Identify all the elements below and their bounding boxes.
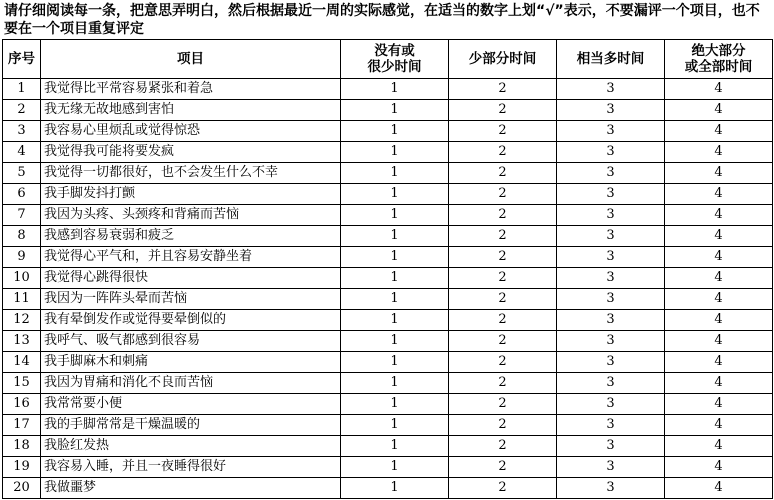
rating-option-1[interactable]: 1 bbox=[341, 79, 449, 100]
row-item-text: 我因为一阵阵头晕而苦恼 bbox=[41, 289, 341, 310]
header-item: 项目 bbox=[41, 40, 341, 79]
row-item-text: 我感到容易衰弱和疲乏 bbox=[41, 226, 341, 247]
row-number: 20 bbox=[3, 478, 41, 499]
row-number: 1 bbox=[3, 79, 41, 100]
table-row bbox=[3, 457, 773, 478]
rating-option-1[interactable]: 1 bbox=[341, 184, 449, 205]
row-number: 17 bbox=[3, 415, 41, 436]
row-item-text: 我觉得一切都很好，也不会发生什么不幸 bbox=[41, 163, 341, 184]
rating-option-4[interactable]: 4 bbox=[665, 457, 773, 478]
table-row bbox=[3, 247, 773, 268]
table-row bbox=[3, 163, 773, 184]
table-row bbox=[3, 394, 773, 415]
rating-option-2[interactable]: 2 bbox=[449, 478, 557, 499]
rating-option-2[interactable]: 2 bbox=[449, 100, 557, 121]
rating-option-2[interactable]: 2 bbox=[449, 79, 557, 100]
row-item-text: 我容易心里烦乱或觉得惊恐 bbox=[41, 121, 341, 142]
row-item-text: 我因为头疼、头颈疼和背痛而苦恼 bbox=[41, 205, 341, 226]
rating-option-3[interactable]: 3 bbox=[557, 79, 665, 100]
table-row bbox=[3, 352, 773, 373]
rating-option-3[interactable]: 3 bbox=[557, 415, 665, 436]
rating-option-3[interactable]: 3 bbox=[557, 352, 665, 373]
row-item-text: 我容易入睡，并且一夜睡得很好 bbox=[41, 457, 341, 478]
rating-option-3[interactable]: 3 bbox=[557, 394, 665, 415]
rating-option-1[interactable]: 1 bbox=[341, 205, 449, 226]
rating-option-4[interactable]: 4 bbox=[665, 331, 773, 352]
rating-option-1[interactable]: 1 bbox=[341, 310, 449, 331]
header-no: 序号 bbox=[3, 40, 41, 79]
row-item-text: 我有晕倒发作或觉得要晕倒似的 bbox=[41, 310, 341, 331]
rating-option-3[interactable]: 3 bbox=[557, 142, 665, 163]
rating-option-3[interactable]: 3 bbox=[557, 373, 665, 394]
header-option-1-line1: 没有或 bbox=[374, 43, 415, 59]
row-number: 14 bbox=[3, 352, 41, 373]
row-number: 6 bbox=[3, 184, 41, 205]
rating-option-1[interactable]: 1 bbox=[341, 331, 449, 352]
rating-option-4[interactable]: 4 bbox=[665, 142, 773, 163]
row-item-text: 我脸红发热 bbox=[41, 436, 341, 457]
rating-option-2[interactable]: 2 bbox=[449, 142, 557, 163]
table-row bbox=[3, 121, 773, 142]
rating-option-3[interactable]: 3 bbox=[557, 268, 665, 289]
header-option-1-line2: 很少时间 bbox=[367, 59, 422, 75]
rating-option-4[interactable]: 4 bbox=[665, 205, 773, 226]
table-row bbox=[3, 268, 773, 289]
rating-option-4[interactable]: 4 bbox=[665, 247, 773, 268]
row-item-text: 我觉得我可能将要发疯 bbox=[41, 142, 341, 163]
rating-option-2[interactable]: 2 bbox=[449, 373, 557, 394]
row-item-text: 我常常要小便 bbox=[41, 394, 341, 415]
rating-option-2[interactable]: 2 bbox=[449, 352, 557, 373]
rating-option-1[interactable]: 1 bbox=[341, 142, 449, 163]
rating-option-4[interactable]: 4 bbox=[665, 184, 773, 205]
rating-option-4[interactable]: 4 bbox=[665, 163, 773, 184]
row-item-text: 我觉得比平常容易紧张和着急 bbox=[41, 79, 341, 100]
rating-option-2[interactable]: 2 bbox=[449, 205, 557, 226]
rating-option-2[interactable]: 2 bbox=[449, 289, 557, 310]
rating-option-2[interactable]: 2 bbox=[449, 163, 557, 184]
rating-option-4[interactable]: 4 bbox=[665, 79, 773, 100]
table-row bbox=[3, 331, 773, 352]
row-item-text: 我手脚发抖打颤 bbox=[41, 184, 341, 205]
row-number: 13 bbox=[3, 331, 41, 352]
row-number: 7 bbox=[3, 205, 41, 226]
table-row bbox=[3, 478, 773, 499]
table-row bbox=[3, 100, 773, 121]
rating-option-2[interactable]: 2 bbox=[449, 184, 557, 205]
rating-option-1[interactable]: 1 bbox=[341, 121, 449, 142]
table-row bbox=[3, 79, 773, 100]
rating-option-3[interactable]: 3 bbox=[557, 184, 665, 205]
rating-option-4[interactable]: 4 bbox=[665, 394, 773, 415]
rating-option-4[interactable]: 4 bbox=[665, 373, 773, 394]
table-row bbox=[3, 310, 773, 331]
rating-option-4[interactable]: 4 bbox=[665, 415, 773, 436]
header-option-1 bbox=[341, 40, 449, 79]
rating-option-3[interactable]: 3 bbox=[557, 163, 665, 184]
table-row bbox=[3, 415, 773, 436]
rating-option-4[interactable]: 4 bbox=[665, 268, 773, 289]
rating-table bbox=[2, 39, 773, 499]
table-header-row bbox=[3, 40, 773, 79]
rating-option-3[interactable]: 3 bbox=[557, 436, 665, 457]
rating-option-1[interactable]: 1 bbox=[341, 100, 449, 121]
rating-option-3[interactable]: 3 bbox=[557, 289, 665, 310]
rating-option-4[interactable]: 4 bbox=[665, 310, 773, 331]
rating-option-4[interactable]: 4 bbox=[665, 436, 773, 457]
row-number: 18 bbox=[3, 436, 41, 457]
rating-option-1[interactable]: 1 bbox=[341, 415, 449, 436]
row-item-text: 我觉得心平气和，并且容易安静坐着 bbox=[41, 247, 341, 268]
row-number: 2 bbox=[3, 100, 41, 121]
rating-option-2[interactable]: 2 bbox=[449, 247, 557, 268]
rating-option-3[interactable]: 3 bbox=[557, 478, 665, 499]
rating-option-1[interactable]: 1 bbox=[341, 163, 449, 184]
rating-option-2[interactable]: 2 bbox=[449, 268, 557, 289]
header-option-4-line1: 绝大部分 bbox=[691, 43, 746, 59]
row-item-text: 我手脚麻木和刺痛 bbox=[41, 352, 341, 373]
row-number: 19 bbox=[3, 457, 41, 478]
rating-option-4[interactable]: 4 bbox=[665, 289, 773, 310]
rating-option-3[interactable]: 3 bbox=[557, 205, 665, 226]
rating-option-1[interactable]: 1 bbox=[341, 436, 449, 457]
table-row bbox=[3, 205, 773, 226]
table-row bbox=[3, 436, 773, 457]
rating-option-1[interactable]: 1 bbox=[341, 247, 449, 268]
row-number: 12 bbox=[3, 310, 41, 331]
rating-option-4[interactable]: 4 bbox=[665, 100, 773, 121]
rating-option-1[interactable]: 1 bbox=[341, 268, 449, 289]
rating-option-4[interactable]: 4 bbox=[665, 226, 773, 247]
rating-option-3[interactable]: 3 bbox=[557, 100, 665, 121]
rating-option-1[interactable]: 1 bbox=[341, 352, 449, 373]
table-row bbox=[3, 226, 773, 247]
header-option-4-line2: 或全部时间 bbox=[684, 59, 753, 75]
row-number: 11 bbox=[3, 289, 41, 310]
row-item-text: 我呼气、吸气都感到很容易 bbox=[41, 331, 341, 352]
row-number: 10 bbox=[3, 268, 41, 289]
rating-option-2[interactable]: 2 bbox=[449, 457, 557, 478]
instruction-text: 请仔细阅读每一条，把意思弄明白，然后根据最近一周的实际感觉，在适当的数字上划“√”表示，不要漏评一个项目，也不要在一个项目重复评定 bbox=[4, 3, 760, 37]
rating-option-2[interactable]: 2 bbox=[449, 226, 557, 247]
header-option-4 bbox=[665, 40, 773, 79]
row-number: 4 bbox=[3, 142, 41, 163]
table-body bbox=[3, 79, 773, 499]
rating-option-2[interactable]: 2 bbox=[449, 415, 557, 436]
row-number: 16 bbox=[3, 394, 41, 415]
rating-option-1[interactable]: 1 bbox=[341, 457, 449, 478]
rating-option-1[interactable]: 1 bbox=[341, 394, 449, 415]
rating-option-2[interactable]: 2 bbox=[449, 121, 557, 142]
rating-option-2[interactable]: 2 bbox=[449, 394, 557, 415]
row-number: 5 bbox=[3, 163, 41, 184]
table-row bbox=[3, 142, 773, 163]
row-item-text: 我的手脚常常是干燥温暖的 bbox=[41, 415, 341, 436]
row-number: 15 bbox=[3, 373, 41, 394]
rating-option-2[interactable]: 2 bbox=[449, 310, 557, 331]
rating-option-1[interactable]: 1 bbox=[341, 289, 449, 310]
header-option-3: 相当多时间 bbox=[557, 40, 665, 79]
rating-option-4[interactable]: 4 bbox=[665, 478, 773, 499]
rating-option-4[interactable]: 4 bbox=[665, 121, 773, 142]
rating-option-1[interactable]: 1 bbox=[341, 373, 449, 394]
row-item-text: 我因为胃痛和消化不良而苦恼 bbox=[41, 373, 341, 394]
rating-option-1[interactable]: 1 bbox=[341, 226, 449, 247]
rating-option-4[interactable]: 4 bbox=[665, 352, 773, 373]
table-row bbox=[3, 289, 773, 310]
table-row bbox=[3, 373, 773, 394]
row-item-text: 我觉得心跳得很快 bbox=[41, 268, 341, 289]
rating-option-1[interactable]: 1 bbox=[341, 478, 449, 499]
rating-option-3[interactable]: 3 bbox=[557, 331, 665, 352]
rating-option-3[interactable]: 3 bbox=[557, 457, 665, 478]
row-item-text: 我无缘无故地感到害怕 bbox=[41, 100, 341, 121]
rating-option-2[interactable]: 2 bbox=[449, 436, 557, 457]
header-option-2: 少部分时间 bbox=[449, 40, 557, 79]
row-number: 8 bbox=[3, 226, 41, 247]
rating-option-3[interactable]: 3 bbox=[557, 121, 665, 142]
row-item-text: 我做噩梦 bbox=[41, 478, 341, 499]
row-number: 3 bbox=[3, 121, 41, 142]
table-row bbox=[3, 184, 773, 205]
rating-option-3[interactable]: 3 bbox=[557, 310, 665, 331]
rating-option-3[interactable]: 3 bbox=[557, 247, 665, 268]
rating-option-3[interactable]: 3 bbox=[557, 226, 665, 247]
row-number: 9 bbox=[3, 247, 41, 268]
rating-option-2[interactable]: 2 bbox=[449, 331, 557, 352]
